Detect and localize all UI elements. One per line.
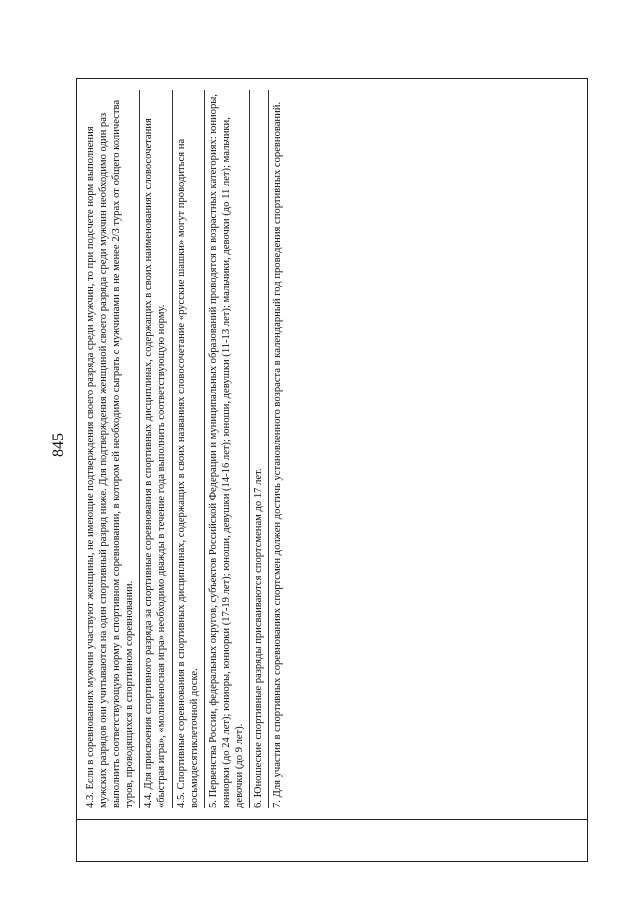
column-divider <box>77 819 587 820</box>
paragraph-4-5: 4.5. Спортивные соревнования в спортивных дисциплинах, содержащих в своих названиях словосочетание «русские шашки» могут проводиться на восьмидесятиклеточной доске. <box>173 90 205 808</box>
paragraph-6: 6. Юношеские спортивные разряды присваиваются спортсменам до 17 лет. <box>250 90 269 808</box>
paragraph-4-3: 4.3. Если в соревнованиях мужчин участвуют женщины, не имеющие подтверждения своего разряда среди мужчин, то при подсчете норм выполнения мужских разрядов они учитываются на один спортивный разряд ниже. Для подтверждения женщиной своего разряда среди мужчин необходимо один раз выполнить соответствующую норму в спортивном соревновании, в котором ей необходимо сыграть с мужчинами в не менее 2/3 турах от общего количества туров, проводящихся в спортивном соревновании. <box>82 90 140 808</box>
paragraph-7: 7. Для участия в спортивных соревнованиях спортсмен должен достичь установленного возраста в календарный год проведения спортивных соревнований. <box>272 101 284 808</box>
paragraph-4-4: 4.4. Для присвоения спортивного разряда за спортивные соревнования в спортивных дисциплинах, содержащих в своих наименованиях словосочетания «быстрая игра», «молниеносная игра» необходимо дважды в течение года выполнить соответствующую норму. <box>140 90 172 808</box>
paragraph-5: 5. Первенства России, федеральных округов, субъектов Российской Федерации и муниципальных образований проводятся в возрастных категориях: юниоры, юниорки (до 24 лет); юниоры, юниорки (17-19 лет); юноши, девушки (14-16 лет); юноши, девушки (11-13 лет); мальчики, девочки (до 11 лет); мальчики, девочки (до 9 лет). <box>205 90 250 808</box>
page-number: 845 <box>50 433 67 457</box>
table-content <box>78 82 588 818</box>
